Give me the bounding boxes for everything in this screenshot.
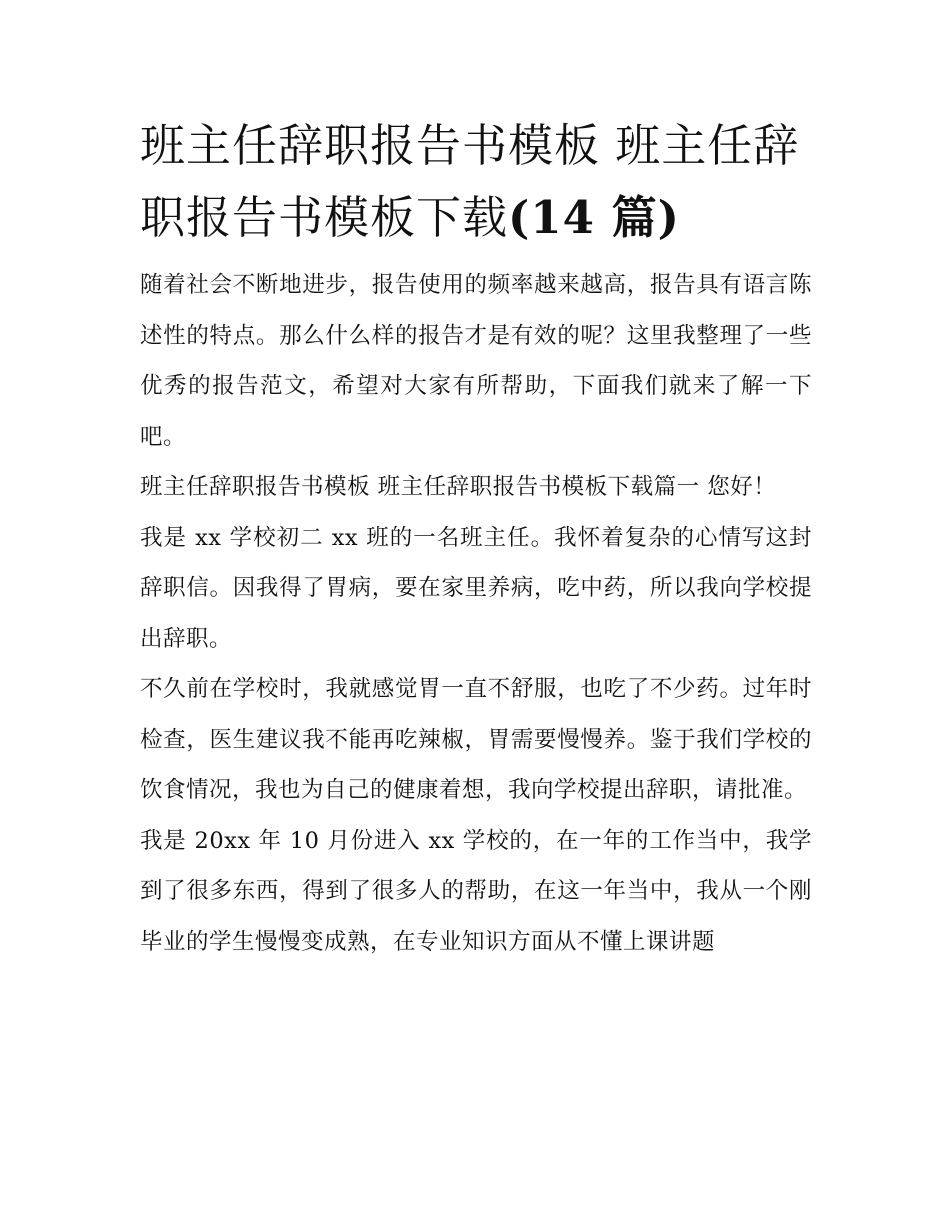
document-page (140, 110, 812, 967)
body-paragraph-2: 不久前在学校时，我就感觉胃一直不舒服，也吃了不少药。过年时检查，医生建议我不能再吃辣椒，胃需要慢慢养。鉴于我们学校的饮食情况，我也为自己的健康着想，我向学校提出辞职，请批准。 (140, 676, 812, 803)
section-heading-paragraph: 班主任辞职报告书模板 班主任辞职报告书模板下载篇一 您好！ (140, 474, 777, 500)
intro-paragraph: 随着社会不断地进步，报告使用的频率越来越高，报告具有语言陈述性的特点。那么什么样的报告才是有效的呢？这里我整理了一些优秀的报告范文，希望对大家有所帮助，下面我们就来了解一下吧。 (140, 272, 812, 450)
document-title-main: 班主任辞职报告书模板 班主任辞职报告书模板下载 (140, 119, 800, 244)
body-paragraph-1: 我是 xx 学校初二 xx 班的一名班主任。我怀着复杂的心情写这封辞职信。因我得了胃病，要在家里养病，吃中药，所以我向学校提出辞职。 (140, 524, 812, 652)
body-paragraph-3: 我是 20xx 年 10 月份进入 xx 学校的，在一年的工作当中，我学到了很多东西，得到了很多人的帮助，在这一年当中，我从一个刚毕业的学生慢慢变成熟，在专业知识方面从不懂上课讲题 (140, 827, 812, 955)
document-title (140, 110, 812, 254)
document-title-count: (14 篇) (508, 191, 680, 244)
